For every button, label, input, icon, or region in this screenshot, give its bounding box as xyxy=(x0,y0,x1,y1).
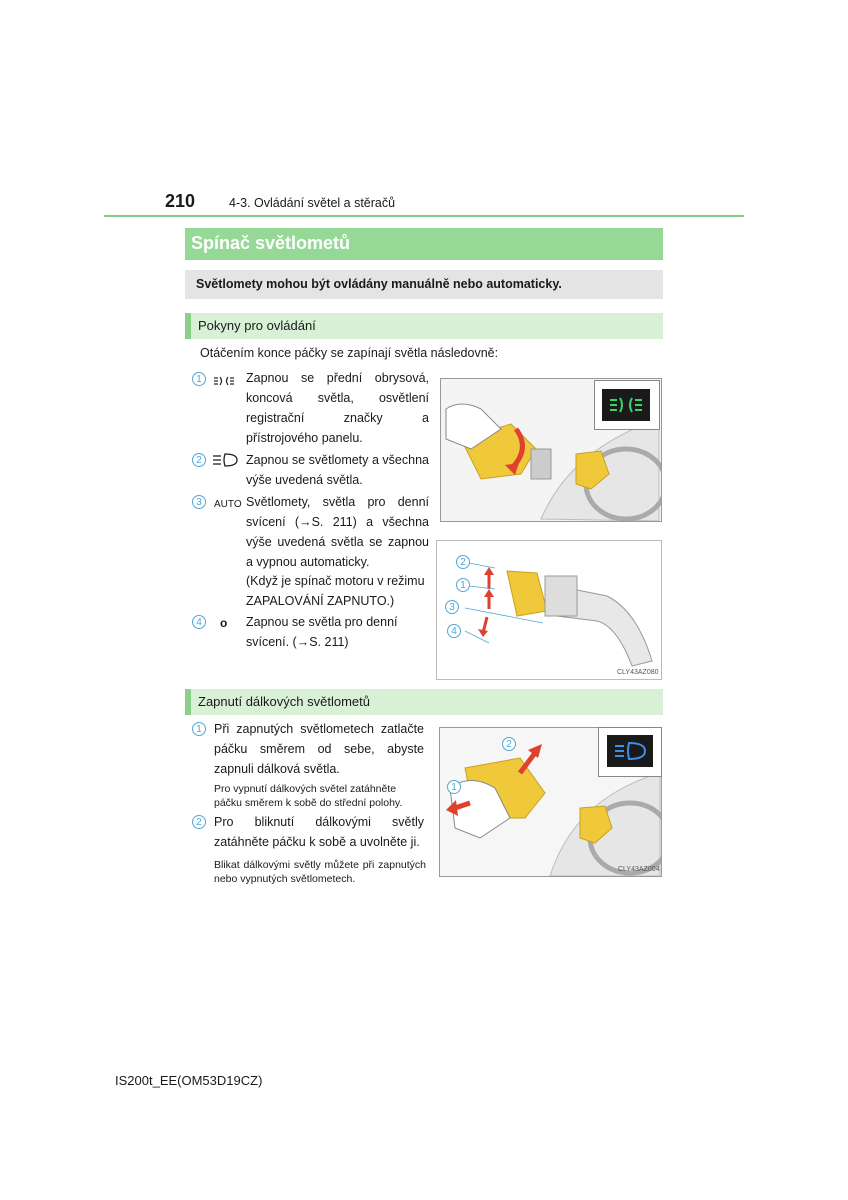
item-text: Pro bliknutí dálkovými světly zatáhněte páčku k sobě a uvolněte ji. xyxy=(214,815,424,849)
header-divider xyxy=(104,215,744,217)
item-number: 2 xyxy=(192,453,206,467)
callout-number: 2 xyxy=(456,555,470,569)
item-number: 1 xyxy=(192,722,206,736)
callout-number: 3 xyxy=(445,600,459,614)
section-heading-high-beam: Zapnutí dálkových světlometů xyxy=(185,689,663,715)
figure-code: CLY43AZ080 xyxy=(617,669,659,676)
figure-lever-positions xyxy=(436,540,662,680)
item-number: 3 xyxy=(192,495,206,509)
callout-number: 1 xyxy=(456,578,470,592)
item-text: Zapnou se světlomety a všechna výše uvedená světla. xyxy=(246,453,429,487)
section-heading-operation: Pokyny pro ovládání xyxy=(185,313,663,339)
item-number: 4 xyxy=(192,615,206,629)
drl-icon: o xyxy=(220,616,228,630)
callout-number: 1 xyxy=(447,780,461,794)
item-note: Pro vypnutí dálkových světel zatáhněte páčku směrem k sobě do střední polohy. xyxy=(214,783,403,809)
page-number: 210 xyxy=(165,191,196,211)
item-text: Zapnou se přední obrysová, koncová světla, osvětlení registrační značky a přístrojového panelu. xyxy=(246,371,429,445)
callout-number: 2 xyxy=(502,737,516,751)
footer-code: IS200t_EE(OM53D19CZ) xyxy=(115,1073,263,1088)
item-text: Světlomety, světla pro denní svícení (→S. 211) a všechna výše uvedená světla se zapnou a vypnou automaticky. xyxy=(246,495,429,569)
headlight-icon xyxy=(212,453,238,472)
item-number: 1 xyxy=(192,372,206,386)
auto-label: AUTO xyxy=(214,499,242,510)
intro-box: Světlomety mohou být ovládány manuálně nebo automaticky. xyxy=(185,270,663,299)
side-lights-indicator-icon xyxy=(602,389,650,421)
item-text: Zapnou se světla pro denní svícení. (→S. 211) xyxy=(246,615,398,649)
lead-text: Otáčením konce páčky se zapínají světla následovně: xyxy=(200,346,499,360)
figure-code: CLY43AZ004 xyxy=(618,866,660,873)
indicator-callout xyxy=(594,380,660,430)
item-text: Při zapnutých světlometech zatlačte páčku směrem od sebe, abyste zapnuli dálková světla. xyxy=(214,722,424,776)
side-lights-icon xyxy=(213,374,237,392)
item-note: (Když je spínač motoru v režimu ZAPALOVÁNÍ ZAPNUTO.) xyxy=(246,574,425,608)
callout-number: 4 xyxy=(447,624,461,638)
item-note: Blikat dálkovými světly můžete při zapnutých nebo vypnutých světlometech. xyxy=(214,859,426,885)
indicator-callout xyxy=(598,727,662,777)
item-number: 2 xyxy=(192,815,206,829)
section-breadcrumb: 4-3. Ovládání světel a stěračů xyxy=(229,196,396,210)
page-title: Spínač světlometů xyxy=(185,228,663,260)
high-beam-indicator-icon xyxy=(607,735,653,767)
